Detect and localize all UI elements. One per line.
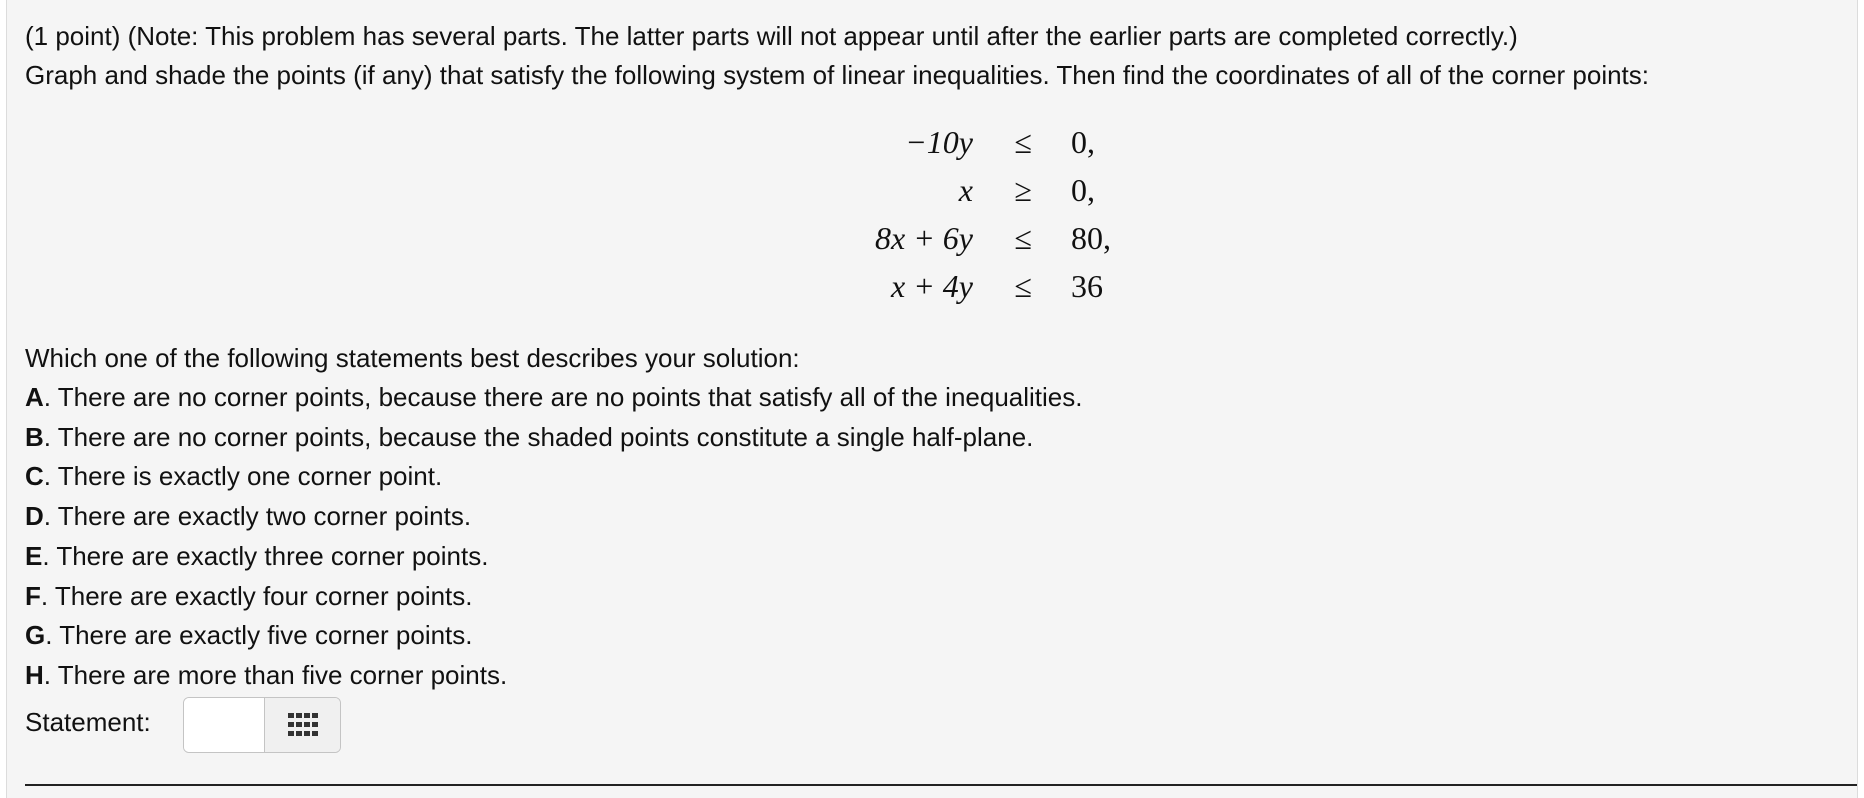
inequality-lhs: x + 4y: [891, 268, 973, 304]
inequality-lhs: −10y: [905, 124, 973, 160]
inequality-rhs: 0,: [1071, 124, 1095, 160]
inequality-row-1: [7, 120, 8, 168]
choice-e: [25, 540, 488, 572]
problem-instruction: Graph and shade the points (if any) that satisfy the following system of linear inequalities. Then find the coordinates of all of the corner points:: [25, 60, 1649, 90]
inequality-operator: ≤: [1014, 124, 1032, 160]
inequality-operator: ≤: [1014, 220, 1032, 256]
choice-text: . There are exactly five corner points.: [45, 620, 473, 650]
inequality-lhs: 8x + 6y: [875, 220, 973, 256]
inequality-operator: ≤: [1014, 268, 1032, 304]
choice-letter: B: [25, 422, 44, 452]
choice-letter: H: [25, 660, 44, 690]
choice-g: [25, 619, 473, 651]
choice-text: . There are more than five corner points.: [43, 660, 508, 690]
answer-menu-button[interactable]: [264, 698, 340, 752]
problem-intro: (1 point) (Note: This problem has several parts. The latter parts will not appear until after the earlier parts are completed correctly.): [25, 21, 1518, 51]
choice-text: . There are exactly three corner points.: [42, 541, 489, 571]
answer-field: [183, 697, 341, 753]
inequality-rhs: 0,: [1071, 172, 1095, 208]
choice-text: . There are exactly two corner points.: [43, 501, 472, 531]
choice-text: . There is exactly one corner point.: [43, 461, 443, 491]
choice-h: [25, 659, 507, 691]
question-text: Which one of the following statements best describes your solution:: [25, 343, 800, 373]
choice-text: . There are no corner points, because there are no points that satisfy all of the inequalities.: [43, 382, 1083, 412]
choice-f: [25, 580, 473, 612]
inequality-operator: ≥: [1014, 172, 1032, 208]
choice-letter: F: [25, 581, 41, 611]
choice-letter: G: [25, 620, 46, 650]
choice-b: [25, 421, 1033, 453]
choice-d: [25, 500, 471, 532]
choice-text: . There are exactly four corner points.: [40, 581, 473, 611]
choice-letter: C: [25, 461, 44, 491]
inequality-rhs: 80,: [1071, 220, 1111, 256]
bottom-divider: [25, 784, 1857, 786]
grid-menu-icon: [288, 713, 318, 737]
choice-c: [25, 460, 442, 492]
choice-letter: A: [25, 382, 44, 412]
statement-label: Statement:: [25, 707, 151, 737]
choice-letter: D: [25, 501, 44, 531]
problem-panel: [6, 0, 1858, 798]
choice-text: . There are no corner points, because the shaded points constitute a single half-plane.: [43, 422, 1034, 452]
choice-a: [25, 381, 1082, 413]
choice-letter: E: [25, 541, 43, 571]
inequality-rhs: 36: [1071, 268, 1103, 304]
inequality-lhs: x: [958, 172, 973, 208]
statement-input[interactable]: [184, 698, 264, 752]
